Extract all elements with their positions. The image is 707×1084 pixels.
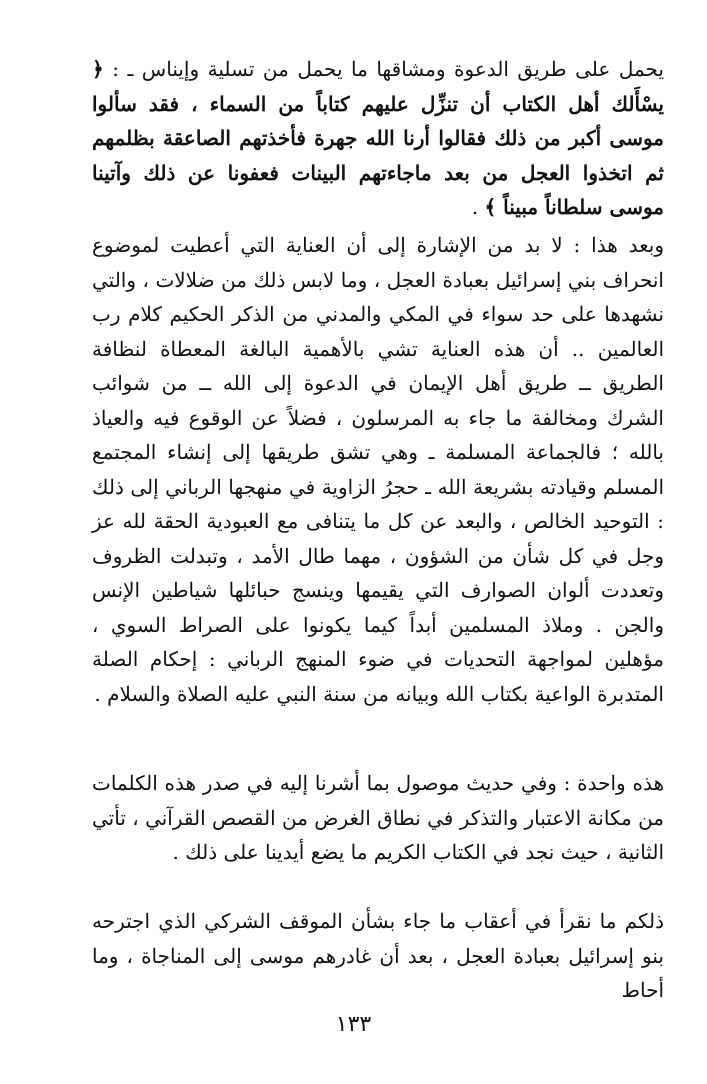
paragraph-second-point: هذه واحدة : وفي حديث موصول بما أشرنا إليه في صدر هذه الكلمات من مكانة الاعتبار والتذكر في نطاق الغرض من القصص القرآني ، تأتي الثانية ، حيث نجد في الكتاب الكريم ما يضع أيدينا على ذلك . (92, 771, 665, 864)
quran-verse-text: ﴿ يسْأَلك أهل الكتاب أن تنزِّل عليهم كتاباً من السماء ، فقد سألوا موسى أكبر من ذلك فقالوا أرنا الله جهرة فأخذتهم الصاعقة بظلمهم ثم اتخذوا العجل من بعد ماجاءتهم البينات فعفونا عن ذلك وآتينا موسى سلطاناً مبيناً ﴾ (92, 57, 664, 219)
paragraph-quran-quote (92, 52, 664, 225)
paragraph-intro-text: يحمل على طريق الدعوة ومشاقها ما يحمل من تسلية وإيناس ـ : (103, 57, 664, 81)
paragraph-outro-text: . (471, 195, 485, 219)
paragraph-commentary: وبعد هذا : لا بد من الإشارة إلى أن العناية التي أعطيت لموضوع انحراف بني إسرائيل بعبادة العجل ، وما لابس ذلك من ضلالات ، والتي نشهدها على حد سواء في المكي والمدني من الذكر الحكيم كلام رب العالمين .. أن هذه العناية تشي بالأهمية البالغة المعطاة لنظافة الطريق ــ طريق أهل الإيمان في الدعوة إلى الله ــ من شوائب الشرك ومخالفة ما جاء به المرسلون ، فضلاً عن الوقوع فيه والعياذ بالله ؛ فالجماعة المسلمة ـ وهي تشق طريقها إلى إنشاء المجتمع المسلم وقيادته بشريعة الله ـ حجرُ الزاوية في منهجها الرباني إلى ذلك : التوحيد الخالص ، والبعد عن كل ما يتنافى مع العبودية الحقة لله عز وجل في كل شأن من الشؤون ، مهما طال الأمد ، وتبدلت الظروف وتعددت ألوان الصوارف التي يقيمها وينسج حبائلها شياطين الإنس والجن . وملاذ المسلمين أبداً كيما يكونوا على الصراط السوي ، مؤهلين لمواجهة التحديات في ضوء المنهج الرباني : إحكام الصلة المتدبرة الواعية بكتاب الله وبيانه من سنة النبي عليه الصلاة والسلام . (92, 233, 664, 706)
paragraph-continuation: ذلكم ما نقرأ في أعقاب ما جاء بشأن الموقف الشركي الذي اجترحه بنو إسرائيل بعبادة العجل ، بعد أن غادرهم موسى إلى المناجاة ، وما أحاط (92, 909, 664, 1002)
page-number: ١٣٣ (335, 1012, 372, 1037)
